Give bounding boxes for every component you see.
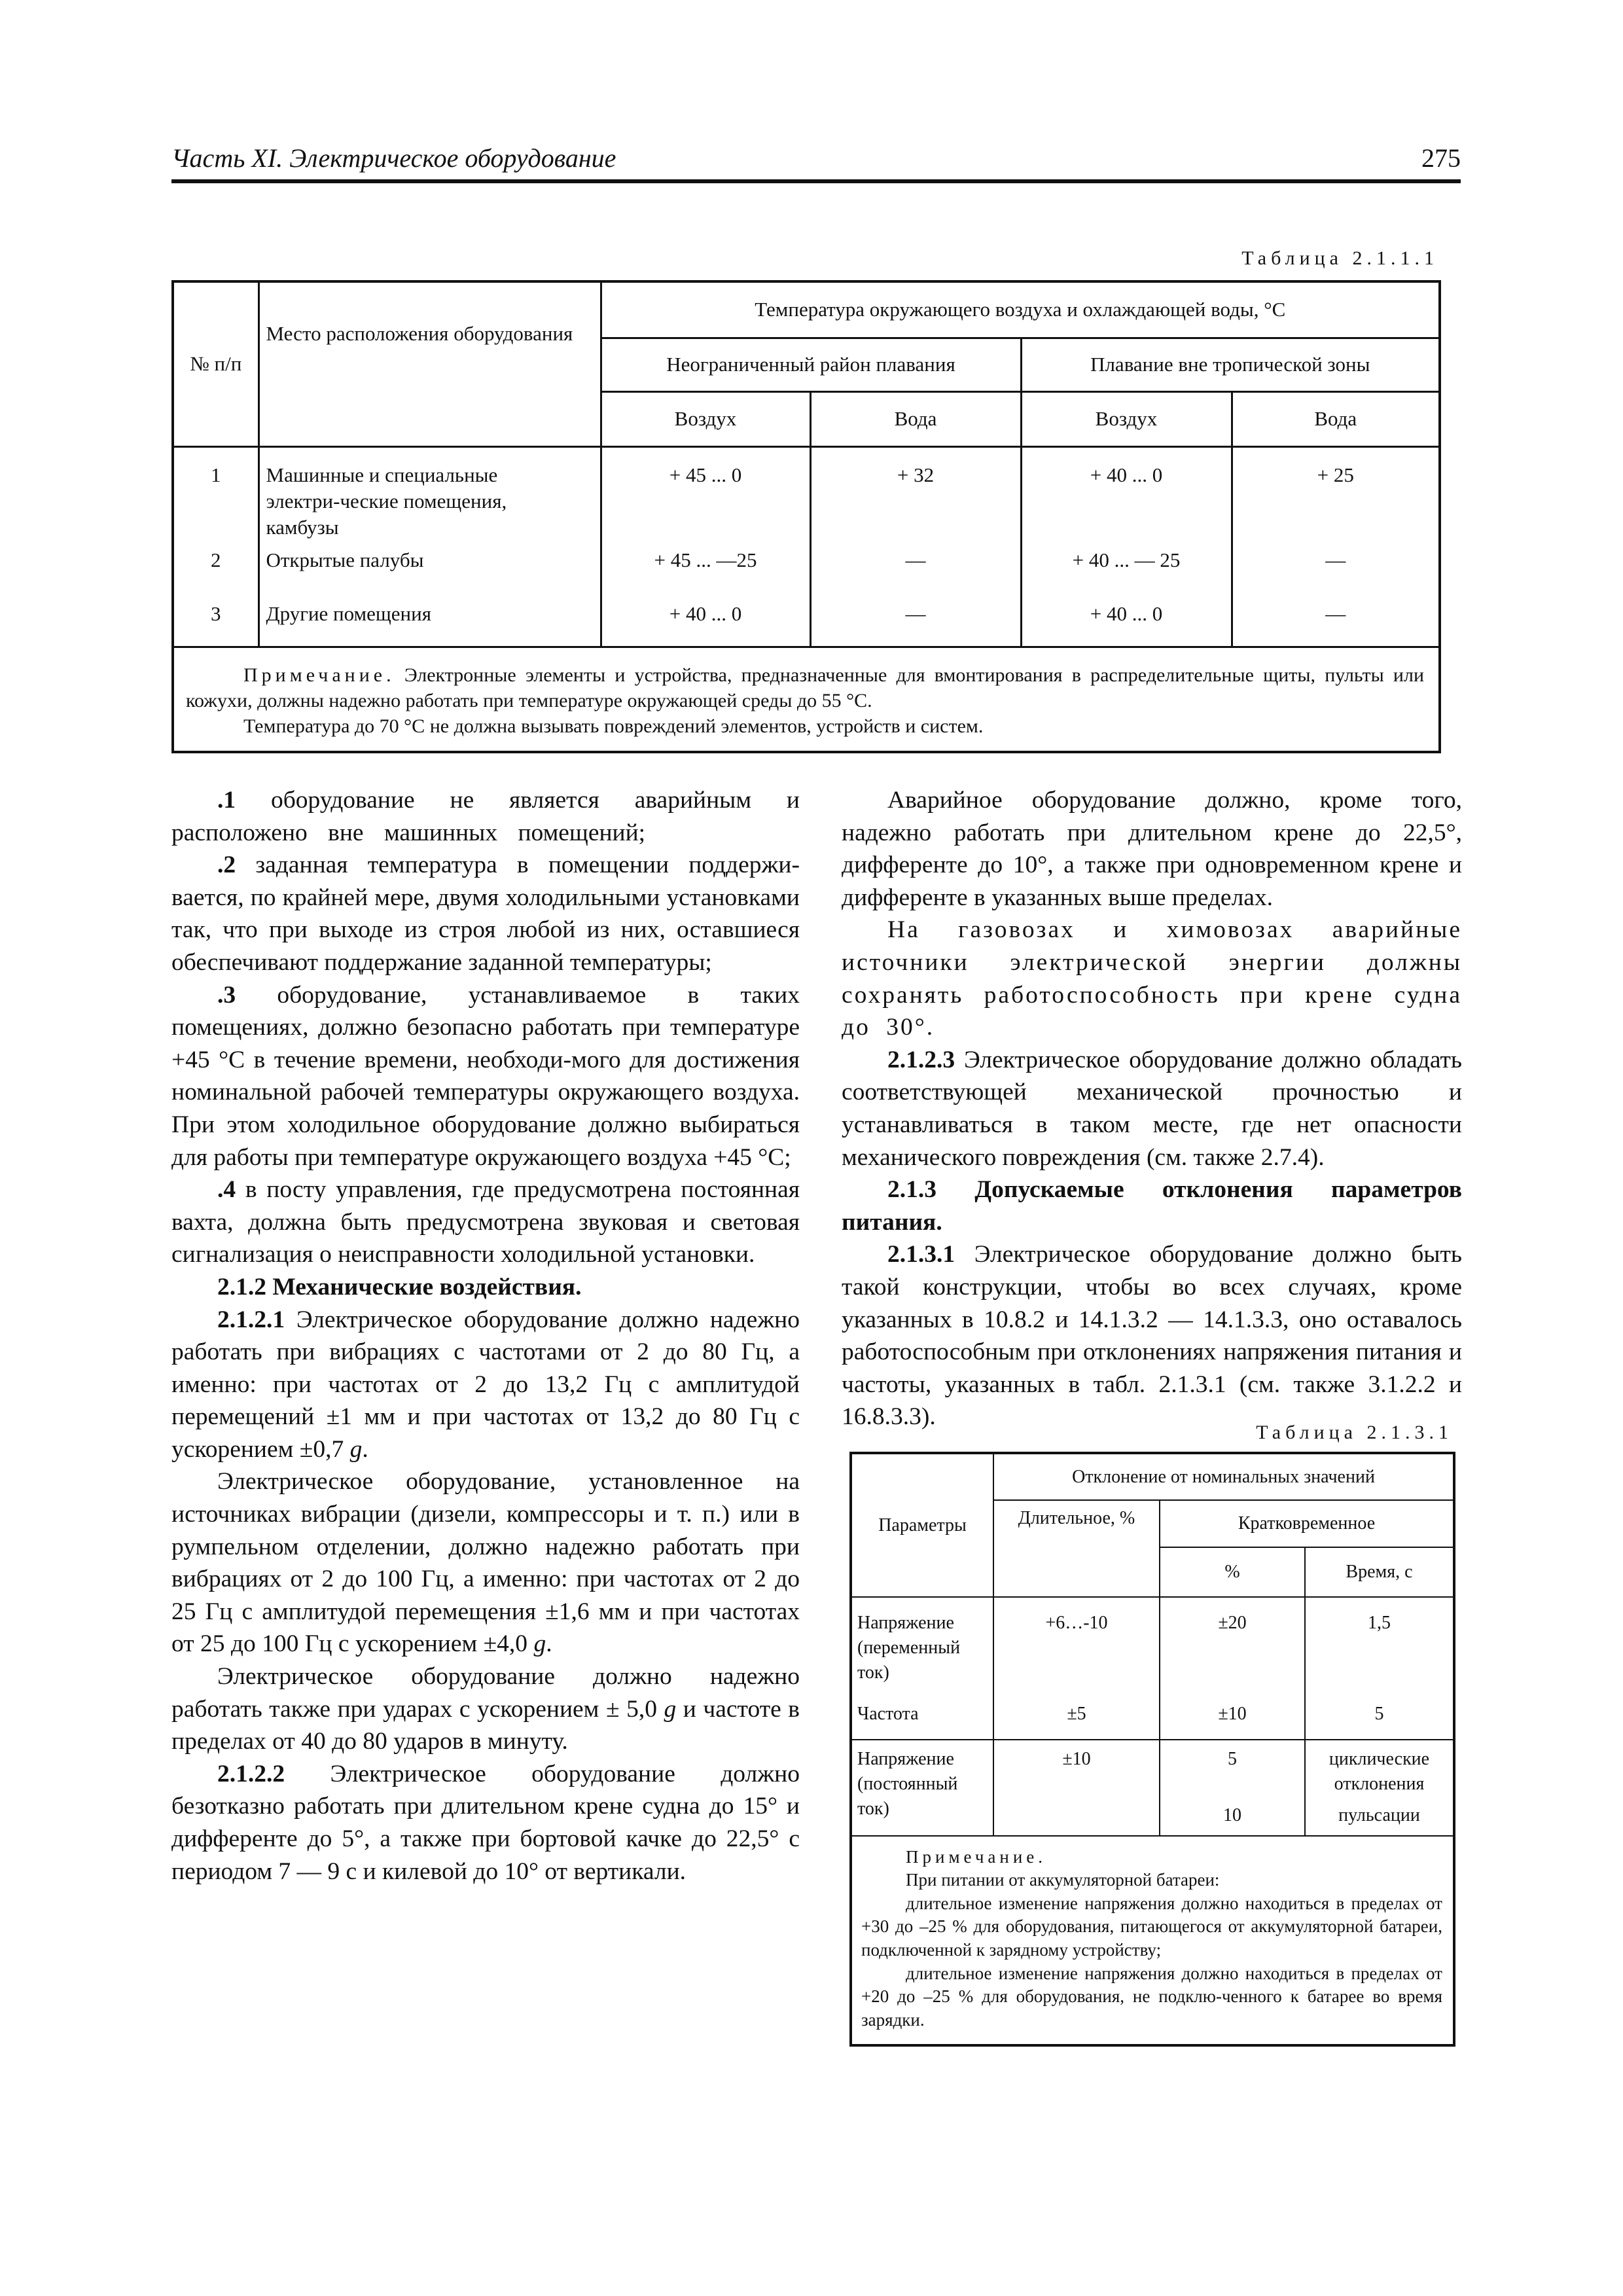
item-number: .3 [217, 981, 236, 1009]
note-text: длительное изменение напряжения должно находиться в пределах от +20 до –25 % для оборудования, не подклю-ченного к батарее во время зарядки. [861, 1963, 1442, 2030]
cell-value: ±10 [993, 1740, 1160, 1836]
cell-value: циклические отклонения [1305, 1740, 1454, 1797]
italic-g: g [664, 1695, 677, 1723]
table-row [173, 541, 1440, 594]
paragraph-text: Электрическое оборудование должно быть такой конструкции, чтобы во всех случаях, кроме указанных в 10.8.2 и 14.1.3.2 — 14.1.3.3, оно оставалось работоспособным при отклонениях напряжения питания и частоты, указанных в табл. 2.1.3.1 (см. также 3.1.2.2 и 16.8.3.3). [842, 1241, 1462, 1431]
row-number: 1 [173, 446, 259, 541]
paragraph [171, 784, 800, 849]
paragraph-text: Электрическое оборудование должно безотказно работать при длительном крене судна до 15° и дифференте до 5°, а также при бортовой качке до 22,5° с периодом 7 — 9 с и килевой до 10° от вертикали. [171, 1760, 800, 1885]
col-header-no: № п/п [173, 281, 259, 446]
paragraph [842, 1044, 1462, 1174]
left-column [171, 784, 800, 1888]
col-header-nontropical: Плавание вне тропической зоны [1021, 338, 1440, 391]
table-row [173, 446, 1440, 541]
row-place: Машинные и специальные электри-ческие помещения, камбузы [259, 446, 601, 541]
cell-value: 5 [1305, 1702, 1454, 1740]
item-number: .4 [217, 1176, 236, 1204]
header-title: Часть XI. Электрическое оборудование [171, 143, 616, 173]
cell-value: — [1232, 594, 1440, 647]
paragraph-text: в посту управления, где предусмотрена постоянная вахта, должна быть предусмотрена звуковая и световая сигнализация о неисправности холодильной установки. [171, 1176, 800, 1268]
italic-g: g [533, 1630, 546, 1658]
row-param: Частота [851, 1702, 993, 1740]
col-header-water: Вода [810, 391, 1021, 446]
paragraph [171, 1174, 800, 1271]
paragraph: Аварийное оборудование должно, кроме того, надежно работать при длительном крене до 22,5°, дифференте до 10°, а также при одновременном крене и дифференте в указанных выше пределах. [842, 787, 1462, 911]
table-row [851, 1702, 1454, 1740]
paragraph-text: Электрическое оборудование, установленное на источниках вибрации (дизели, компрессоры и т. п.) или в румпельном отделении, должно надежно работать при вибрациях от 2 до 100 Гц, а именно: при частотах от 2 до 25 Гц с амплитудой перемещения ±1,6 мм и при частотах от 25 до 100 Гц с ускорением ±4,0 [171, 1468, 800, 1658]
cell-value: пульсации [1305, 1797, 1454, 1836]
col-header-long: Длительное, % [993, 1500, 1160, 1597]
row-place: Открытые палубы [259, 541, 601, 594]
table2-note [851, 1836, 1454, 2045]
cell-value: ±5 [993, 1702, 1160, 1740]
cell-value: + 45 ... —25 [601, 541, 810, 594]
item-number: 2.1.2.1 [217, 1306, 285, 1333]
table1-caption: Таблица 2.1.1.1 [1241, 247, 1438, 269]
col-header-air: Воздух [1021, 391, 1232, 446]
item-number: 2.1.2.3 [887, 1046, 955, 1073]
cell-value: 10 [1160, 1797, 1305, 1836]
paragraph [171, 849, 800, 978]
note-text: длительное изменение напряжения должно находиться в пределах от +30 до –25 % для оборудования, питающегося от аккумуляторной батареи, подключенной к зарядному устройству; [861, 1893, 1442, 1960]
cell-value: 5 [1160, 1740, 1305, 1797]
paragraph-text: Электрическое оборудование должно надежно работать при вибрациях с частотами от 2 до 80 Гц, а именно: при частотах от 2 до 13,2 Гц с амплитудой перемещений ±1 мм и при частотах от 13,2 до 80 Гц с ускорением ±0,7 [171, 1306, 800, 1463]
cell-value: +6…-10 [993, 1597, 1160, 1702]
note-text: Электронные элементы и устройства, предназначенные для вмонтирования в распределительные щиты, пульты или кожухи, должны надежно работать при температуре окружающей среды до 55 °С. [186, 664, 1425, 711]
note-text: При питании от аккумуляторной батареи: [906, 1870, 1220, 1890]
paragraph: На газовозах и химовозах аварийные источники электрической энергии должны сохранять работоспособность при крене судна до 30°. [842, 916, 1462, 1041]
col-header-deviation: Отклонение от номинальных значений [993, 1453, 1454, 1500]
paragraph [171, 1465, 800, 1660]
paragraph-text: . [546, 1630, 552, 1658]
section-heading: 2.1.3 Допускаемые отклонения параметров питания. [842, 1176, 1462, 1236]
note-label: Примечание. [243, 664, 395, 686]
item-number: 2.1.2.2 [217, 1760, 285, 1787]
cell-value: + 45 ... 0 [601, 446, 810, 541]
paragraph [171, 979, 800, 1174]
table1-note [173, 647, 1440, 752]
paragraph-text: и частоте в пределах от 40 до 80 ударов в минуту. [171, 1695, 800, 1755]
running-header [171, 139, 1461, 183]
paragraph-text: Электрическое оборудование должно обладать соответствующей механической прочностью и устанавливаться в таком месте, где нет опасности механического повреждения (см. также 2.7.4). [842, 1046, 1462, 1171]
table-row [851, 1597, 1454, 1702]
col-header-time: Время, с [1305, 1547, 1454, 1597]
cell-value: — [1232, 541, 1440, 594]
paragraph [171, 1660, 800, 1758]
paragraph [171, 1758, 800, 1888]
cell-value: — [810, 594, 1021, 647]
col-header-air: Воздух [601, 391, 810, 446]
row-number: 2 [173, 541, 259, 594]
row-param: Напряжение (постоянный ток) [851, 1740, 993, 1836]
col-header-place: Место расположения оборудования [259, 281, 601, 446]
col-header-params: Параметры [851, 1453, 993, 1597]
col-header-temp: Температура окружающего воздуха и охлаждающей воды, °С [601, 281, 1440, 338]
page-number: 275 [1421, 143, 1461, 173]
right-column [842, 784, 1462, 1433]
paragraph-text: оборудование, устанавливаемое в таких помещениях, должно безопасно работать при температуре +45 °С в течение времени, необходи-мого для достижения номинальной рабочей температуры окружающего воздуха. При этом холодильное оборудование должно выбираться для работы при температуре окружающего воздуха +45 °С; [171, 981, 800, 1171]
cell-value: — [810, 541, 1021, 594]
cell-value: + 40 ... 0 [1021, 594, 1232, 647]
col-header-short: Кратковременное [1160, 1500, 1454, 1547]
note-label: Примечание. [906, 1846, 1047, 1867]
cell-value: ±20 [1160, 1597, 1305, 1702]
deviation-table [849, 1452, 1455, 2047]
cell-value: + 32 [810, 446, 1021, 541]
cell-value: + 40 ... — 25 [1021, 541, 1232, 594]
temperature-table [171, 280, 1441, 753]
italic-g: g [349, 1435, 363, 1463]
item-number: .2 [217, 852, 236, 879]
col-header-unlimited: Неограниченный район плавания [601, 338, 1021, 391]
cell-value: ±10 [1160, 1702, 1305, 1740]
paragraph-text: заданная температура в помещении поддержи-вается, по крайней мере, двумя холодильными установками так, что при выходе из строя любой из них, оставшиеся обеспечивают поддержание заданной температуры; [171, 852, 800, 976]
cell-value: + 25 [1232, 446, 1440, 541]
cell-value: 1,5 [1305, 1597, 1454, 1702]
row-param: Напряжение (переменный ток) [851, 1597, 993, 1702]
col-header-water: Вода [1232, 391, 1440, 446]
paragraph-text: . [362, 1435, 368, 1463]
paragraph-text: оборудование не является аварийным и расположено вне машинных помещений; [171, 787, 800, 846]
row-place: Другие помещения [259, 594, 601, 647]
paragraph [171, 1304, 800, 1466]
paragraph-text: Электрическое оборудование должно надежно работать также при ударах с ускорением ± 5,0 [171, 1663, 800, 1723]
section-heading: 2.1.2 Механические воздействия. [217, 1273, 582, 1300]
table-row [173, 594, 1440, 647]
row-number: 3 [173, 594, 259, 647]
cell-value: + 40 ... 0 [601, 594, 810, 647]
paragraph [842, 1238, 1462, 1433]
col-header-pct: % [1160, 1547, 1305, 1597]
cell-value: + 40 ... 0 [1021, 446, 1232, 541]
note-text-2: Температура до 70 °С не должна вызывать повреждений элементов, устройств и систем. [243, 715, 984, 737]
table-row [851, 1740, 1454, 1797]
item-number: .1 [217, 787, 236, 814]
table2-caption: Таблица 2.1.3.1 [1256, 1422, 1453, 1443]
item-number: 2.1.3.1 [887, 1241, 955, 1268]
